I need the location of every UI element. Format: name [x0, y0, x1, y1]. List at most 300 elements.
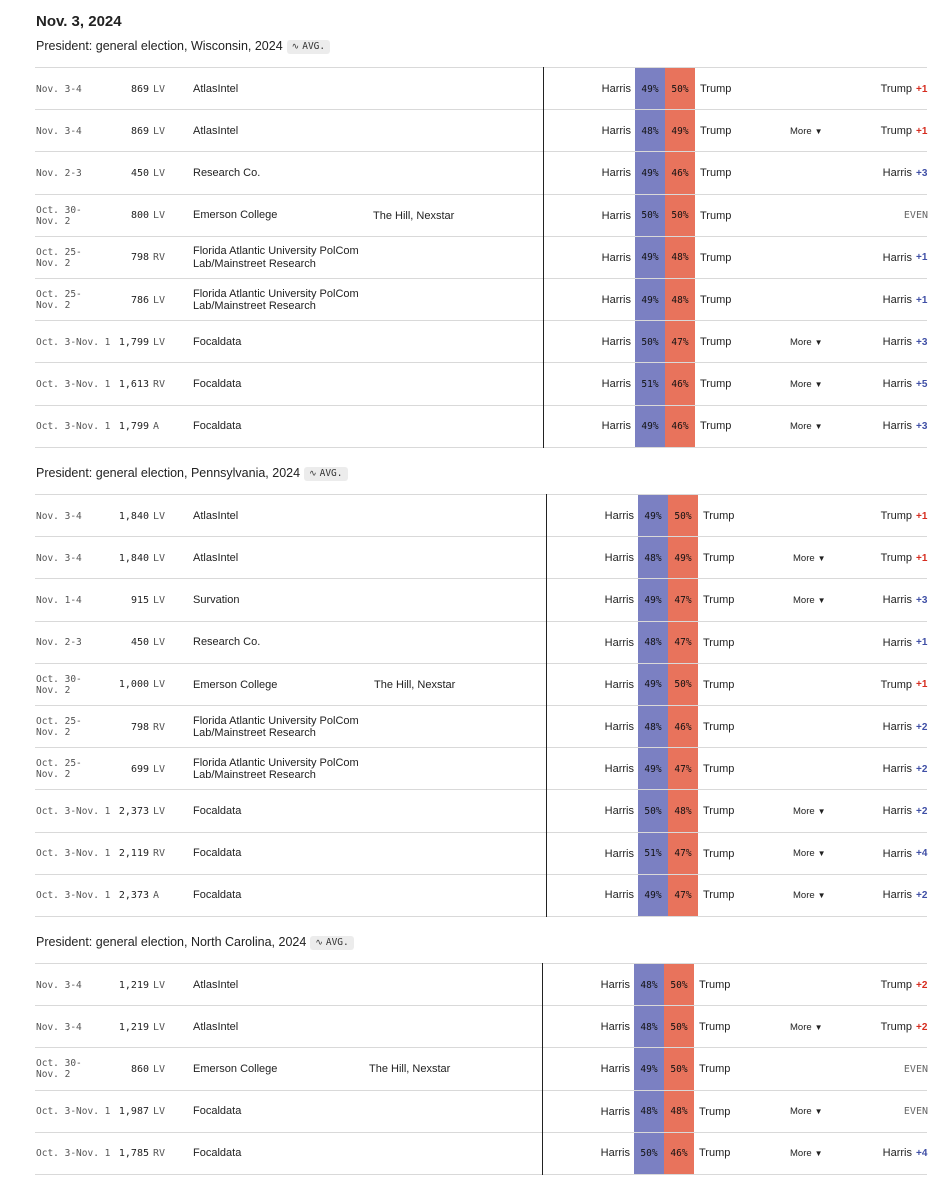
poll-row[interactable]: [35, 789, 927, 832]
poll-row[interactable]: [35, 1047, 927, 1090]
candidate-harris: Harris: [601, 167, 631, 180]
candidate-trump: Trump: [703, 889, 735, 902]
candidate-trump: Trump: [700, 294, 732, 307]
candidate-trump: Trump: [703, 636, 735, 649]
population-type: LV: [153, 637, 166, 649]
harris-percent: 48%: [638, 537, 668, 579]
harris-percent: 50%: [638, 790, 668, 832]
poll-dates: Oct. 25- Nov. 2: [36, 758, 82, 781]
sample-size: 1,000: [118, 679, 149, 691]
poll-dates: Oct. 30- Nov. 2: [36, 204, 82, 227]
trump-percent: 50%: [664, 1006, 694, 1048]
more-button[interactable]: [790, 1006, 823, 1048]
section-title: [36, 39, 330, 54]
sample-size: 800: [130, 210, 149, 222]
candidate-trump: Trump: [700, 420, 732, 433]
more-label: More: [790, 336, 812, 348]
pollster-name[interactable]: Emerson College: [193, 209, 278, 222]
pollster-name[interactable]: AtlasIntel: [193, 552, 239, 565]
pollster-name[interactable]: Florida Atlantic University PolCom Lab/Mainstreet Research: [193, 287, 359, 313]
net-margin: +2: [916, 763, 928, 775]
harris-percent: 49%: [635, 237, 665, 279]
harris-percent: 49%: [638, 579, 668, 621]
more-button[interactable]: [790, 1133, 823, 1174]
population-type: RV: [153, 378, 166, 390]
poll-row[interactable]: [35, 621, 927, 664]
leader-name: Harris: [882, 420, 912, 433]
poll-dates: Oct. 25- Nov. 2: [36, 289, 82, 312]
leader-name: Harris: [882, 847, 912, 860]
trump-percent: 47%: [668, 833, 698, 875]
poll-row[interactable]: [35, 1132, 927, 1175]
section-title-text: President: general election, North Carolina, 2024: [36, 935, 307, 949]
pollster-name[interactable]: Focaldata: [193, 378, 242, 391]
poll-row[interactable]: [35, 151, 927, 194]
candidate-trump: Trump: [699, 1105, 731, 1118]
more-button[interactable]: [793, 579, 826, 621]
poll-dates: Oct. 3-Nov. 1: [36, 1106, 111, 1118]
candidate-harris: Harris: [604, 552, 634, 565]
more-button[interactable]: [793, 875, 826, 916]
candidate-trump: Trump: [700, 167, 732, 180]
harris-percent: 49%: [635, 68, 665, 110]
net-margin: +1: [916, 679, 928, 691]
sample-size: 798: [130, 252, 149, 264]
harris-percent: 48%: [638, 706, 668, 748]
net-result: EVEN: [903, 1063, 928, 1075]
poll-row[interactable]: [35, 578, 927, 621]
candidate-harris: Harris: [604, 763, 634, 776]
poll-dates: Oct. 3-Nov. 1: [36, 378, 111, 390]
leader-name: Trump: [880, 1021, 912, 1034]
population-type: LV: [153, 125, 166, 137]
candidate-harris: Harris: [600, 979, 630, 992]
candidate-trump: Trump: [703, 678, 735, 691]
population-type: RV: [153, 252, 166, 264]
column-divider: [543, 67, 544, 448]
net-margin: +4: [916, 848, 928, 860]
chevron-down-icon: ▼: [814, 1107, 823, 1117]
column-divider: [546, 494, 547, 917]
wave-icon: ∿: [291, 42, 300, 52]
sample-size: 450: [130, 637, 149, 649]
candidate-harris: Harris: [601, 336, 631, 349]
leader-name: Harris: [882, 889, 912, 902]
pollster-name[interactable]: AtlasIntel: [193, 978, 239, 991]
candidate-harris: Harris: [604, 678, 634, 691]
poll-row[interactable]: [35, 67, 927, 110]
population-type: LV: [153, 510, 166, 522]
date-heading: Nov. 3, 2024: [36, 13, 122, 30]
poll-dates: Oct. 25- Nov. 2: [36, 246, 82, 269]
pollster-name[interactable]: Research Co.: [193, 167, 261, 180]
candidate-trump: Trump: [703, 847, 735, 860]
population-type: LV: [153, 1106, 166, 1118]
poll-dates: Nov. 2-3: [36, 167, 82, 179]
trump-percent: 50%: [664, 964, 694, 1006]
pollster-name[interactable]: AtlasIntel: [193, 1021, 239, 1034]
population-type: LV: [153, 294, 166, 306]
candidate-trump: Trump: [700, 336, 732, 349]
pollster-name[interactable]: Emerson College: [193, 1063, 278, 1076]
candidate-trump: Trump: [699, 1147, 731, 1160]
trump-percent: 47%: [665, 321, 695, 363]
harris-percent: 50%: [635, 195, 665, 237]
poll-row[interactable]: [35, 832, 927, 875]
poll-row[interactable]: [35, 663, 927, 706]
avg-label: AVG.: [302, 41, 326, 52]
leader-name: Trump: [880, 678, 912, 691]
candidate-harris: Harris: [604, 721, 634, 734]
poll-dates: Oct. 3-Nov. 1: [36, 336, 111, 348]
net-margin: +3: [916, 594, 928, 606]
poll-dates: Oct. 3-Nov. 1: [36, 889, 111, 901]
more-button[interactable]: [790, 1091, 823, 1133]
avg-button[interactable]: [304, 467, 347, 481]
more-button[interactable]: [790, 110, 823, 152]
leader-name: Trump: [880, 83, 912, 96]
poll-dates: Nov. 3-4: [36, 510, 82, 522]
candidate-trump: Trump: [700, 209, 732, 222]
sample-size: 450: [130, 167, 149, 179]
net-margin: +2: [916, 805, 928, 817]
sample-size: 699: [130, 763, 149, 775]
poll-row[interactable]: [35, 236, 927, 279]
net-margin: +3: [916, 420, 928, 432]
harris-percent: 48%: [634, 964, 664, 1006]
population-type: LV: [153, 805, 166, 817]
pollster-name[interactable]: Focaldata: [193, 419, 242, 432]
leader-name: Harris: [882, 336, 912, 349]
pollster-name[interactable]: Florida Atlantic University PolCom Lab/Mainstreet Research: [193, 756, 359, 782]
harris-percent: 51%: [635, 363, 665, 405]
leader-name: Harris: [882, 378, 912, 391]
poll-row[interactable]: [35, 1005, 927, 1048]
pollster-name[interactable]: Research Co.: [193, 636, 261, 649]
candidate-trump: Trump: [700, 83, 732, 96]
net-margin: +1: [916, 294, 928, 306]
net-margin: +3: [916, 167, 928, 179]
pollster-name[interactable]: AtlasIntel: [193, 82, 239, 95]
harris-percent: 49%: [638, 748, 668, 790]
trump-percent: 48%: [668, 790, 698, 832]
candidate-harris: Harris: [604, 889, 634, 902]
population-type: RV: [153, 721, 166, 733]
population-type: RV: [153, 848, 166, 860]
wave-icon: ∿: [315, 938, 323, 948]
poll-dates: Nov. 2-3: [36, 637, 82, 649]
sample-size: 869: [130, 83, 149, 95]
candidate-trump: Trump: [703, 552, 735, 565]
poll-dates: Oct. 3-Nov. 1: [36, 420, 111, 432]
more-label: More: [790, 420, 812, 432]
leader-name: Harris: [882, 763, 912, 776]
pollster-name[interactable]: Florida Atlantic University PolCom Lab/Mainstreet Research: [193, 714, 359, 740]
population-type: LV: [153, 83, 166, 95]
candidate-harris: Harris: [600, 1063, 630, 1076]
candidate-harris: Harris: [604, 847, 634, 860]
population-type: LV: [153, 336, 166, 348]
poll-dates: Nov. 3-4: [36, 83, 82, 95]
more-button[interactable]: [790, 363, 823, 405]
poll-dates: Nov. 3-4: [36, 979, 82, 991]
pollster-name[interactable]: Focaldata: [193, 336, 242, 349]
poll-row[interactable]: [35, 320, 927, 363]
more-button[interactable]: [793, 833, 826, 875]
column-divider: [542, 963, 543, 1175]
trump-percent: 47%: [668, 748, 698, 790]
population-type: LV: [153, 552, 166, 564]
net-margin: +2: [916, 889, 928, 901]
harris-percent: 48%: [638, 622, 668, 664]
poll-table: [35, 67, 927, 448]
sample-size: 1,219: [118, 979, 149, 991]
wave-icon: ∿: [309, 469, 317, 479]
chevron-down-icon: ▼: [814, 1022, 823, 1032]
net-margin: +1: [916, 252, 928, 264]
more-button[interactable]: [793, 537, 826, 579]
leader-name: Trump: [880, 552, 912, 565]
poll-dates: Nov. 3-4: [36, 552, 82, 564]
sample-size: 869: [130, 125, 149, 137]
harris-percent: 49%: [634, 1048, 664, 1090]
leader-name: Harris: [882, 805, 912, 818]
harris-percent: 49%: [638, 664, 668, 706]
section-title-text: President: general election, Wisconsin, 2024: [36, 39, 283, 53]
sample-size: 2,373: [118, 805, 149, 817]
poll-dates: Nov. 1-4: [36, 594, 82, 606]
poll-dates: Oct. 3-Nov. 1: [36, 848, 111, 860]
sample-size: 2,373: [118, 889, 149, 901]
poll-row[interactable]: [35, 494, 927, 537]
sample-size: 2,119: [118, 848, 149, 860]
sponsor-name: The Hill, Nexstar: [373, 209, 455, 222]
candidate-trump: Trump: [703, 721, 735, 734]
candidate-harris: Harris: [604, 510, 634, 523]
poll-row[interactable]: [35, 278, 927, 321]
poll-row[interactable]: [35, 705, 927, 748]
chevron-down-icon: ▼: [814, 379, 823, 389]
chevron-down-icon: ▼: [814, 1148, 823, 1158]
harris-percent: 48%: [634, 1091, 664, 1133]
poll-table: [35, 494, 927, 917]
more-label: More: [793, 805, 815, 817]
candidate-trump: Trump: [700, 378, 732, 391]
population-type: LV: [153, 594, 166, 606]
chevron-down-icon: ▼: [817, 890, 826, 900]
candidate-trump: Trump: [699, 979, 731, 992]
poll-row[interactable]: [35, 874, 927, 917]
leader-name: Trump: [880, 979, 912, 992]
more-label: More: [793, 848, 815, 860]
sample-size: 786: [130, 294, 149, 306]
avg-button[interactable]: [310, 936, 353, 950]
sample-size: 1,799: [118, 420, 149, 432]
trump-percent: 49%: [668, 537, 698, 579]
candidate-trump: Trump: [703, 594, 735, 607]
harris-percent: 49%: [638, 495, 668, 537]
more-button[interactable]: [790, 321, 823, 363]
sample-size: 798: [130, 721, 149, 733]
chevron-down-icon: ▼: [817, 849, 826, 859]
leader-name: Harris: [882, 636, 912, 649]
more-label: More: [793, 594, 815, 606]
candidate-trump: Trump: [703, 510, 735, 523]
poll-row[interactable]: [35, 536, 927, 579]
harris-percent: 49%: [635, 152, 665, 194]
avg-button[interactable]: [287, 40, 330, 54]
trump-percent: 50%: [665, 195, 695, 237]
trump-percent: 46%: [665, 152, 695, 194]
chevron-down-icon: ▼: [814, 337, 823, 347]
trump-percent: 46%: [665, 363, 695, 405]
candidate-trump: Trump: [700, 251, 732, 264]
trump-percent: 46%: [665, 406, 695, 447]
sample-size: 1,219: [118, 1021, 149, 1033]
candidate-harris: Harris: [600, 1147, 630, 1160]
leader-name: Harris: [882, 251, 912, 264]
harris-percent: 49%: [635, 406, 665, 447]
sample-size: 915: [130, 594, 149, 606]
harris-percent: 48%: [635, 110, 665, 152]
candidate-harris: Harris: [600, 1105, 630, 1118]
sample-size: 1,987: [118, 1106, 149, 1118]
population-type: LV: [153, 679, 166, 691]
net-margin: +1: [916, 510, 928, 522]
leader-name: Trump: [880, 125, 912, 138]
poll-row[interactable]: [35, 1090, 927, 1133]
pollster-name[interactable]: Focaldata: [193, 847, 242, 860]
harris-percent: 49%: [635, 279, 665, 321]
population-type: RV: [153, 1147, 166, 1159]
trump-percent: 50%: [665, 68, 695, 110]
candidate-harris: Harris: [601, 125, 631, 138]
more-button[interactable]: [793, 790, 826, 832]
population-type: LV: [153, 979, 166, 991]
population-type: LV: [153, 1063, 166, 1075]
sample-size: 1,799: [118, 336, 149, 348]
candidate-trump: Trump: [703, 805, 735, 818]
poll-row[interactable]: [35, 963, 927, 1006]
net-result: EVEN: [903, 210, 928, 222]
pollster-name[interactable]: Focaldata: [193, 1105, 242, 1118]
poll-dates: Nov. 3-4: [36, 125, 82, 137]
more-label: More: [790, 1021, 812, 1033]
trump-percent: 50%: [668, 664, 698, 706]
section-title: [36, 935, 354, 950]
candidate-trump: Trump: [700, 125, 732, 138]
leader-name: Harris: [882, 1147, 912, 1160]
more-label: More: [793, 889, 815, 901]
candidate-harris: Harris: [601, 209, 631, 222]
pollster-name[interactable]: Florida Atlantic University PolCom Lab/Mainstreet Research: [193, 245, 359, 270]
trump-percent: 46%: [668, 706, 698, 748]
trump-percent: 49%: [665, 110, 695, 152]
sample-size: 1,613: [118, 378, 149, 390]
poll-row[interactable]: [35, 109, 927, 152]
poll-dates: Oct. 3-Nov. 1: [36, 1147, 111, 1159]
leader-name: Harris: [882, 594, 912, 607]
section-title-text: President: general election, Pennsylvania, 2024: [36, 466, 301, 480]
candidate-harris: Harris: [600, 1021, 630, 1034]
population-type: LV: [153, 210, 166, 222]
leader-name: Harris: [882, 294, 912, 307]
poll-row[interactable]: [35, 747, 927, 790]
candidate-trump: Trump: [699, 1063, 731, 1076]
trump-percent: 47%: [668, 875, 698, 916]
more-button[interactable]: [790, 406, 823, 447]
pollster-name[interactable]: AtlasIntel: [193, 125, 239, 138]
candidate-harris: Harris: [601, 420, 631, 433]
poll-row[interactable]: [35, 194, 927, 237]
population-type: A: [153, 889, 160, 901]
more-label: More: [790, 378, 812, 390]
more-label: More: [790, 1106, 812, 1118]
poll-row[interactable]: [35, 405, 927, 448]
trump-percent: 47%: [668, 579, 698, 621]
poll-dates: Oct. 3-Nov. 1: [36, 805, 111, 817]
candidate-harris: Harris: [601, 294, 631, 307]
population-type: LV: [153, 167, 166, 179]
pollster-name[interactable]: Focaldata: [193, 1147, 242, 1160]
net-margin: +1: [916, 83, 928, 95]
harris-percent: 48%: [634, 1006, 664, 1048]
population-type: LV: [153, 763, 166, 775]
pollster-name[interactable]: Survation: [193, 594, 240, 607]
pollster-name[interactable]: Emerson College: [193, 678, 278, 691]
poll-dates: Oct. 30- Nov. 2: [36, 673, 82, 696]
trump-percent: 48%: [665, 279, 695, 321]
population-type: A: [153, 420, 160, 432]
more-label: More: [793, 552, 815, 564]
pollster-name[interactable]: Focaldata: [193, 889, 242, 902]
pollster-name[interactable]: AtlasIntel: [193, 509, 239, 522]
chevron-down-icon: ▼: [817, 806, 826, 816]
candidate-harris: Harris: [601, 83, 631, 96]
section-title: [36, 466, 348, 481]
net-margin: +3: [916, 336, 928, 348]
chevron-down-icon: ▼: [814, 126, 823, 136]
candidate-harris: Harris: [601, 251, 631, 264]
pollster-name[interactable]: Focaldata: [193, 805, 242, 818]
harris-percent: 51%: [638, 833, 668, 875]
leader-name: Harris: [882, 167, 912, 180]
poll-row[interactable]: [35, 362, 927, 405]
harris-percent: 50%: [635, 321, 665, 363]
net-margin: +1: [916, 125, 928, 137]
net-margin: +2: [916, 1021, 928, 1033]
sample-size: 860: [130, 1063, 149, 1075]
net-margin: +1: [916, 552, 928, 564]
sponsor-name: The Hill, Nexstar: [369, 1063, 451, 1076]
sponsor-name: The Hill, Nexstar: [374, 678, 456, 691]
trump-percent: 47%: [668, 622, 698, 664]
avg-label: AVG.: [319, 468, 343, 479]
candidate-trump: Trump: [703, 763, 735, 776]
harris-percent: 50%: [634, 1133, 664, 1174]
net-margin: +4: [916, 1147, 928, 1159]
sample-size: 1,785: [118, 1147, 149, 1159]
trump-percent: 50%: [664, 1048, 694, 1090]
harris-percent: 49%: [638, 875, 668, 916]
poll-dates: Nov. 3-4: [36, 1021, 82, 1033]
net-margin: +5: [916, 378, 928, 390]
leader-name: Harris: [882, 721, 912, 734]
more-label: More: [790, 125, 812, 137]
trump-percent: 48%: [665, 237, 695, 279]
candidate-harris: Harris: [601, 378, 631, 391]
candidate-harris: Harris: [604, 594, 634, 607]
